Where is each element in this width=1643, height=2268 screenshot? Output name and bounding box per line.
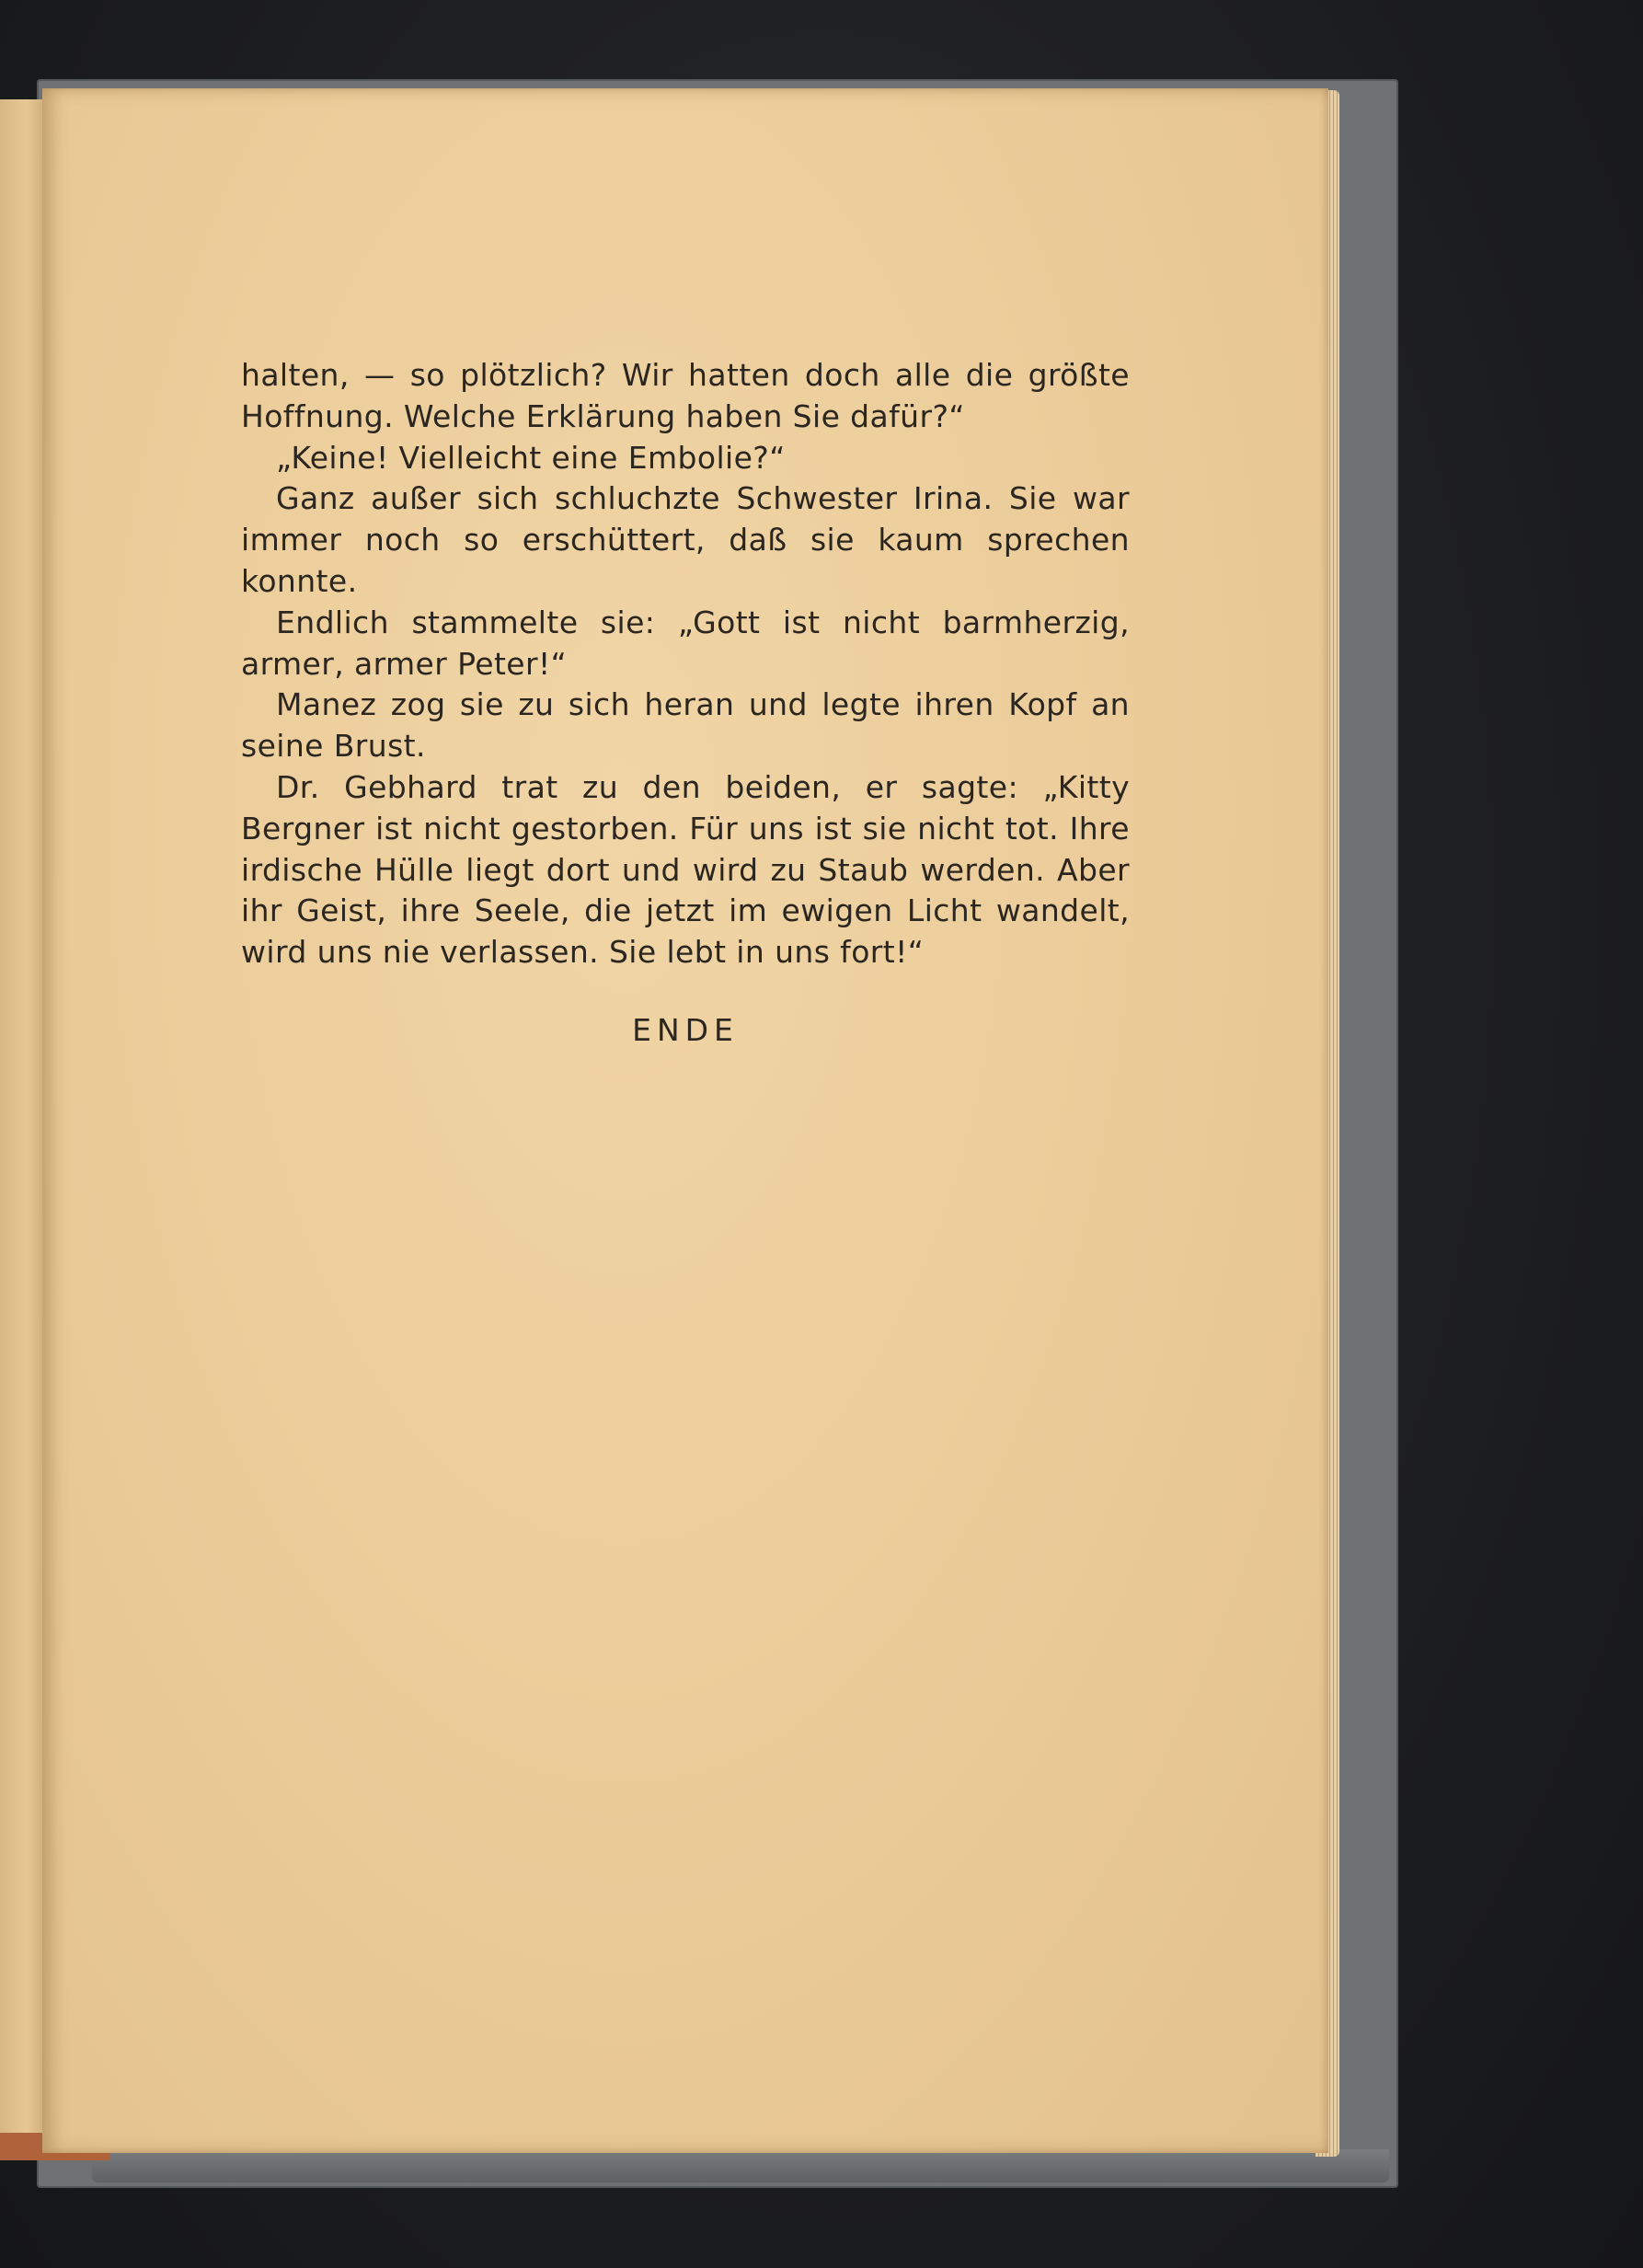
paragraph-1: halten, — so plötzlich? Wir hatten doch alle die größte Hoffnung. Welche Erklärung haben Sie dafür?“ bbox=[241, 357, 1130, 434]
paragraph-2: „Keine! Vielleicht eine Embolie?“ bbox=[276, 439, 786, 476]
page-text-block bbox=[241, 355, 1130, 1048]
paragraph-6: Dr. Gebhard trat zu den beiden, er sagte: „Kitty Bergner ist nicht gestorben. Für uns ist sie nicht tot. Ihre irdische Hülle liegt dort und wird zu Staub werden. Aber ihr Geist, ihre Seele, die jetzt im ewigen Licht wandelt, wird uns nie verlassen. Sie lebt in uns fort!“ bbox=[241, 768, 1130, 971]
paragraph-3: Ganz außer sich schluchzte Schwester Irina. Sie war immer noch so erschüttert, daß sie kaum sprechen konnte. bbox=[241, 480, 1130, 599]
paragraph-4: Endlich stammelte sie: „Gott ist nicht barmherzig, armer, armer Peter!“ bbox=[241, 604, 1130, 682]
end-marker: ENDE bbox=[632, 1012, 739, 1048]
book-cover-edge bbox=[92, 2149, 1389, 2182]
paragraph-5: Manez zog sie zu sich heran und legte ihren Kopf an seine Brust. bbox=[241, 686, 1130, 765]
left-page-margin bbox=[0, 99, 44, 2160]
book-page bbox=[42, 88, 1328, 2153]
